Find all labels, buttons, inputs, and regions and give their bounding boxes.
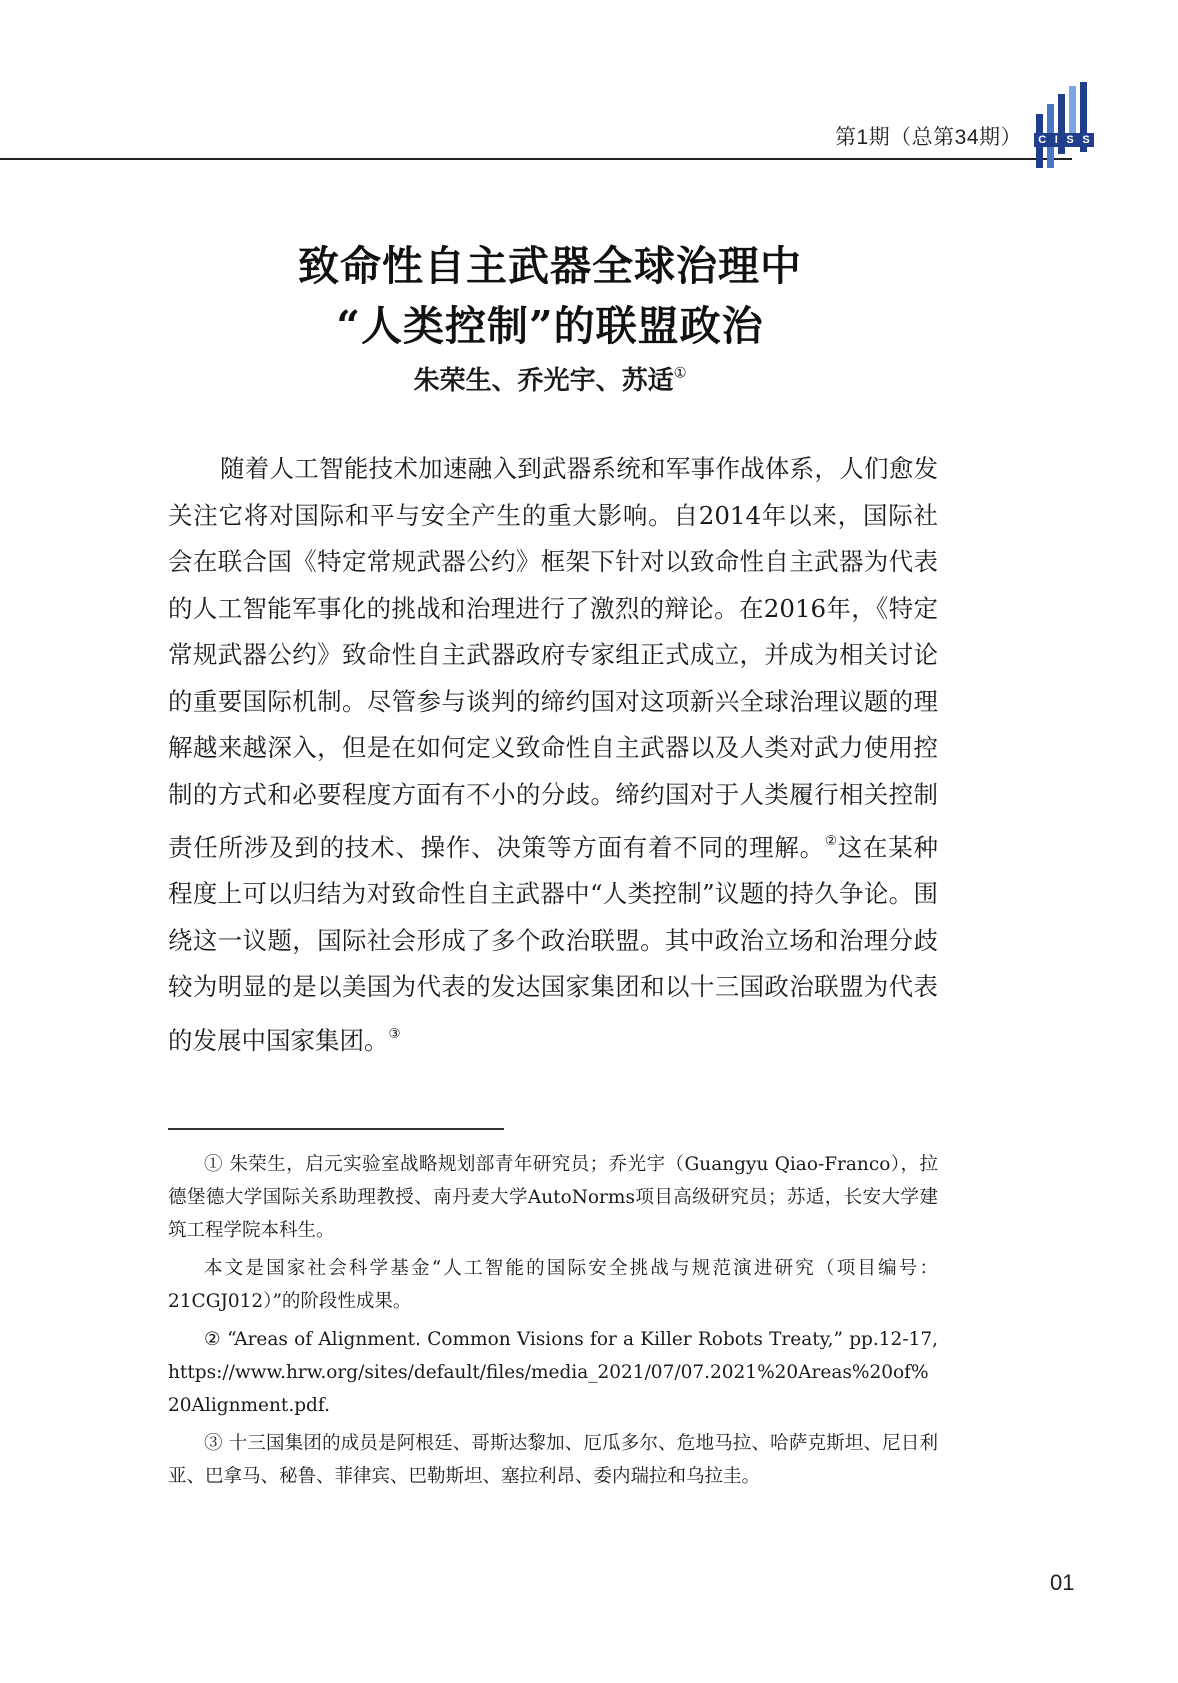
article-title-line1: 致命性自主武器全球治理中: [298, 242, 802, 290]
body-text-part2: 这在某种程度上可以归结为对致命性自主武器中“人类控制”议题的持久争论。围绕这一议题，国际社会形成了多个政治联盟。其中政治立场和治理分歧较为明显的是以美国为代表的发达国家集团和以十三国政治联盟为代表的发展中国家集团。: [168, 832, 939, 1055]
logo-letter: I: [1054, 134, 1058, 146]
footnote-1: ① 朱荣生，启元实验室战略规划部青年研究员；乔光宇（Guangyu Qiao-Franco），拉德堡德大学国际关系助理教授、南丹麦大学AutoNorms项目高级研究员；苏适，长安大学建筑工程学院本科生。: [168, 1154, 938, 1241]
article-title-line2: “人类控制”的联盟政治: [336, 302, 764, 350]
footnote-marker-1[interactable]: ①: [673, 365, 687, 382]
footnote-marker-3[interactable]: ③: [388, 1025, 401, 1042]
body-paragraph: [168, 446, 938, 1064]
issue-label: 第1期（总第34期）: [835, 126, 1023, 149]
footnote-rule: [168, 1128, 504, 1130]
footnote-marker-2[interactable]: ②: [824, 833, 838, 849]
footnote-funding: 本文是国家社会科学基金“人工智能的国际安全挑战与规范演进研究（项目编号：21CGJ012）”的阶段性成果。: [168, 1258, 938, 1312]
author-names: 朱荣生、乔光宇、苏适: [413, 366, 674, 396]
ciss-logo: [1034, 82, 1094, 168]
article-authors: [0, 360, 1100, 397]
logo-letter: S: [1082, 134, 1090, 146]
logo-letter: S: [1066, 134, 1074, 146]
logo-letter: C: [1038, 134, 1047, 146]
footnote-3: ③ 十三国集团的成员是阿根廷、哥斯达黎加、厄瓜多尔、危地马拉、哈萨克斯坦、尼日利亚、巴拿马、秘鲁、菲律宾、巴勒斯坦、塞拉利昂、委内瑞拉和乌拉圭。: [168, 1433, 938, 1487]
body-text-part1: 随着人工智能技术加速融入到武器系统和军事作战体系，人们愈发关注它将对国际和平与安全产生的重大影响。自2014年以来，国际社会在联合国《特定常规武器公约》框架下针对以致命性自主武器为代表的人工智能军事化的挑战和治理进行了激烈的辩论。在2016年，《特定常规武器公约》致命性自主武器政府专家组正式成立，并成为相关讨论的重要国际机制。尽管参与谈判的缔约国对这项新兴全球治理议题的理解越来越深入，但是在如何定义致命性自主武器以及人类对武力使用控制的方式和必要程度方面有不小的分歧。缔约国对于人类履行相关控制责任所涉及到的技术、操作、决策等方面有着不同的理解。: [168, 454, 938, 862]
page-number: 01: [1050, 1570, 1075, 1595]
header-rule: [0, 158, 1072, 160]
footnote-2: ② “Areas of Alignment. Common Visions for a Killer Robots Treaty,” pp.12-17, https://www.hrw.org/sites/default/files/media_2021/07/07.2021%20Areas%20of%20Alignment.pdf.: [168, 1329, 938, 1416]
footnotes: [168, 1148, 938, 1498]
